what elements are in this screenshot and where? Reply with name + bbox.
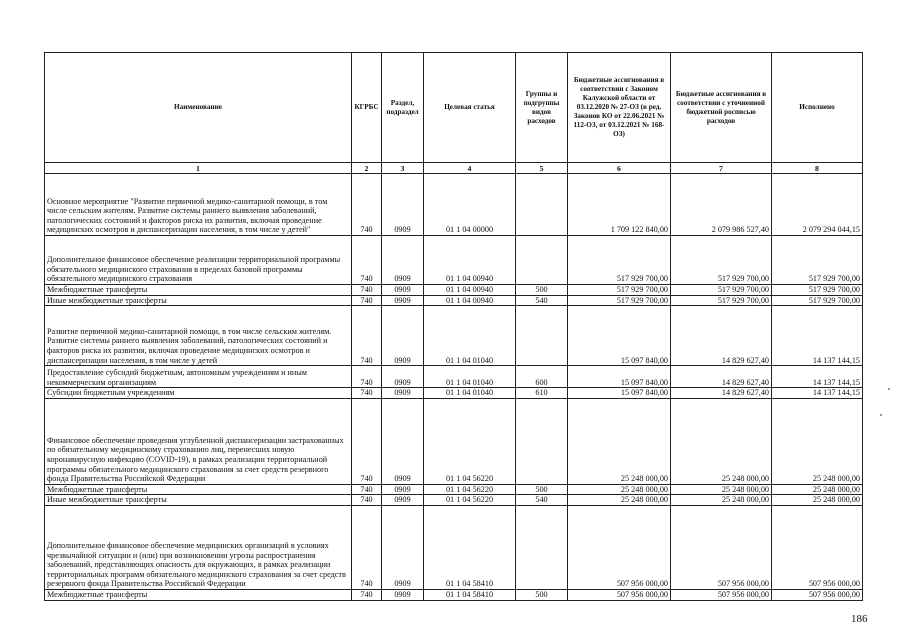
- table-row: [45, 285, 863, 296]
- column-number: 1: [45, 163, 352, 174]
- row-executed: 25 248 000,00: [772, 495, 863, 506]
- row-law: 15 097 840,00: [568, 366, 671, 388]
- row-name: Финансовое обеспечение проведения углубленной диспансеризации застрахованных по обязательному медицинскому страхованию лиц, перенесших новую коронавирусную инфекцию (COVID-19), в рамках реализации территориальной программы обязательного медицинского страхования за счет средств резервного фонда Правительства Российской Федерации: [45, 398, 352, 484]
- column-number: 3: [382, 163, 424, 174]
- table-row: [45, 495, 863, 506]
- row-executed: 517 929 700,00: [772, 295, 863, 306]
- table-row: [45, 366, 863, 388]
- row-refined: 14 829 627,40: [671, 306, 772, 366]
- table-row: [45, 174, 863, 236]
- row-law: 507 956 000,00: [568, 505, 671, 589]
- row-section: 0909: [382, 589, 424, 600]
- column-number: 5: [516, 163, 568, 174]
- row-target: 01 1 04 01040: [424, 366, 516, 388]
- table-row: [45, 295, 863, 306]
- row-group: 610: [516, 388, 568, 399]
- header-refined: Бюджетные ассигнования в соответствии с уточненной бюджетной росписью расходов: [671, 53, 772, 163]
- row-law: 15 097 840,00: [568, 388, 671, 399]
- row-target: 01 1 04 01040: [424, 388, 516, 399]
- row-target: 01 1 04 00940: [424, 236, 516, 285]
- row-name: Иные межбюджетные трансферты: [45, 495, 352, 506]
- row-section: 0909: [382, 366, 424, 388]
- table-row: [45, 398, 863, 484]
- row-refined: 25 248 000,00: [671, 495, 772, 506]
- row-group: [516, 236, 568, 285]
- row-refined: 507 956 000,00: [671, 589, 772, 600]
- row-name: Основное мероприятие "Развитие первичной медико-санитарной помощи, в том числе сельским жителям. Развитие системы раннего выявления заболеваний, патологических состояний и факторов риска их развития, включая проведение медицинских осмотров и диспансеризации населения, в том числе у детей": [45, 174, 352, 236]
- row-refined: 2 079 986 527,40: [671, 174, 772, 236]
- row-refined: 517 929 700,00: [671, 285, 772, 296]
- row-kgrbs: 740: [352, 505, 382, 589]
- row-kgrbs: 740: [352, 306, 382, 366]
- row-executed: 14 137 144,15: [772, 388, 863, 399]
- table-row: [45, 236, 863, 285]
- row-group: [516, 398, 568, 484]
- row-target: 01 1 04 58410: [424, 505, 516, 589]
- row-section: 0909: [382, 285, 424, 296]
- header-groups: Группы и подгруппы видов расходов: [516, 53, 568, 163]
- row-target: 01 1 04 00940: [424, 285, 516, 296]
- row-refined: 14 829 627,40: [671, 388, 772, 399]
- row-executed: 517 929 700,00: [772, 285, 863, 296]
- row-law: 517 929 700,00: [568, 295, 671, 306]
- budget-table-sheet: [44, 52, 862, 601]
- row-executed: 2 079 294 044,15: [772, 174, 863, 236]
- column-number: 7: [671, 163, 772, 174]
- row-target: 01 1 04 01040: [424, 306, 516, 366]
- row-group: 500: [516, 589, 568, 600]
- row-refined: 507 956 000,00: [671, 505, 772, 589]
- header-kgrbs: КГРБС: [352, 53, 382, 163]
- row-name: Дополнительное финансовое обеспечение реализации территориальной программы обязательного медицинского страхования в пределах базовой программы обязательного медицинского страхования: [45, 236, 352, 285]
- row-executed: 507 956 000,00: [772, 505, 863, 589]
- column-number: 4: [424, 163, 516, 174]
- row-target: 01 1 04 00000: [424, 174, 516, 236]
- row-executed: 25 248 000,00: [772, 484, 863, 495]
- header-name: Наименование: [45, 53, 352, 163]
- row-refined: 517 929 700,00: [671, 295, 772, 306]
- table-row: [45, 306, 863, 366]
- row-law: 15 097 840,00: [568, 306, 671, 366]
- row-kgrbs: 740: [352, 285, 382, 296]
- row-name: Предоставление субсидий бюджетным, автономным учреждениям и иным некоммерческим организациям: [45, 366, 352, 388]
- table-row: [45, 505, 863, 589]
- row-kgrbs: 740: [352, 295, 382, 306]
- row-section: 0909: [382, 505, 424, 589]
- row-kgrbs: 740: [352, 589, 382, 600]
- row-refined: 517 929 700,00: [671, 236, 772, 285]
- table-row: [45, 484, 863, 495]
- row-group: 540: [516, 295, 568, 306]
- table-row: [45, 589, 863, 600]
- row-group: 540: [516, 495, 568, 506]
- row-section: 0909: [382, 484, 424, 495]
- row-section: 0909: [382, 295, 424, 306]
- row-kgrbs: 740: [352, 484, 382, 495]
- row-kgrbs: 740: [352, 495, 382, 506]
- row-name: Межбюджетные трансферты: [45, 484, 352, 495]
- row-section: 0909: [382, 174, 424, 236]
- row-executed: 14 137 144,15: [772, 366, 863, 388]
- row-target: 01 1 04 56220: [424, 495, 516, 506]
- row-kgrbs: 740: [352, 366, 382, 388]
- row-refined: 14 829 627,40: [671, 366, 772, 388]
- row-refined: 25 248 000,00: [671, 398, 772, 484]
- row-group: 600: [516, 366, 568, 388]
- row-name: Дополнительное финансовое обеспечение медицинских организаций в условиях чрезвычайной ситуации и (или) при возникновении угрозы распространения заболеваний, представляющих опасность для окружающих, в рамках реализации территориальных программ обязательного медицинского страхования за счет средств резервного фонда Правительства Российской Федерации: [45, 505, 352, 589]
- row-kgrbs: 740: [352, 398, 382, 484]
- scan-speck: [888, 388, 890, 390]
- table-row: [45, 388, 863, 399]
- column-number-row: [45, 163, 863, 174]
- row-target: 01 1 04 58410: [424, 589, 516, 600]
- header-executed: Исполнено: [772, 53, 863, 163]
- row-law: 507 956 000,00: [568, 589, 671, 600]
- row-law: 25 248 000,00: [568, 398, 671, 484]
- row-section: 0909: [382, 398, 424, 484]
- row-section: 0909: [382, 306, 424, 366]
- row-refined: 25 248 000,00: [671, 484, 772, 495]
- row-group: 500: [516, 285, 568, 296]
- row-group: 500: [516, 484, 568, 495]
- row-target: 01 1 04 56220: [424, 484, 516, 495]
- row-law: 25 248 000,00: [568, 484, 671, 495]
- row-executed: 507 956 000,00: [772, 589, 863, 600]
- row-law: 1 709 122 840,00: [568, 174, 671, 236]
- table-header-row: [45, 53, 863, 163]
- row-law: 25 248 000,00: [568, 495, 671, 506]
- row-executed: 25 248 000,00: [772, 398, 863, 484]
- column-number: 6: [568, 163, 671, 174]
- header-target: Целевая статья: [424, 53, 516, 163]
- row-executed: 517 929 700,00: [772, 236, 863, 285]
- row-name: Развитие первичной медико-санитарной помощи, в том числе сельским жителям. Развитие системы раннего выявления заболеваний, патологических состояний и факторов риска их развития, включая проведение медицинских осмотров и диспансеризации населения, в том числе у детей: [45, 306, 352, 366]
- row-executed: 14 137 144,15: [772, 306, 863, 366]
- row-name: Межбюджетные трансферты: [45, 589, 352, 600]
- row-name: Субсидии бюджетным учреждениям: [45, 388, 352, 399]
- row-name: Иные межбюджетные трансферты: [45, 295, 352, 306]
- row-kgrbs: 740: [352, 388, 382, 399]
- row-law: 517 929 700,00: [568, 285, 671, 296]
- header-section: Раздел, подраздел: [382, 53, 424, 163]
- page-number: 186: [851, 613, 868, 625]
- row-law: 517 929 700,00: [568, 236, 671, 285]
- column-number: 2: [352, 163, 382, 174]
- budget-table: [44, 52, 863, 601]
- row-name: Межбюджетные трансферты: [45, 285, 352, 296]
- header-law: Бюджетные ассигнования в соответствии с Законом Калужской области от 03.12.2020 № 27-ОЗ (в ред. Законов КО от 22.06.2021 № 112-ОЗ, от 03.12.2021 № 168-ОЗ): [568, 53, 671, 163]
- scan-speck: [880, 414, 882, 416]
- row-section: 0909: [382, 236, 424, 285]
- row-kgrbs: 740: [352, 174, 382, 236]
- column-number: 8: [772, 163, 863, 174]
- row-target: 01 1 04 56220: [424, 398, 516, 484]
- row-section: 0909: [382, 495, 424, 506]
- row-group: [516, 306, 568, 366]
- row-kgrbs: 740: [352, 236, 382, 285]
- row-group: [516, 174, 568, 236]
- row-section: 0909: [382, 388, 424, 399]
- row-group: [516, 505, 568, 589]
- row-target: 01 1 04 00940: [424, 295, 516, 306]
